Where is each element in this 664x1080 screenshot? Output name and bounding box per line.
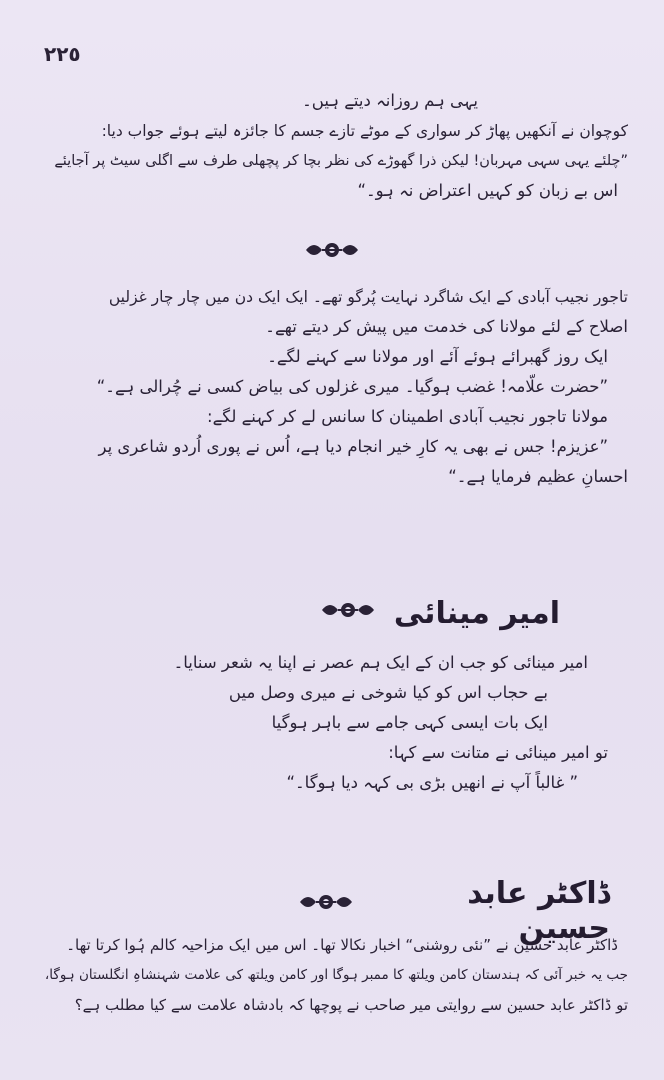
- fleuron-ornament: [302, 236, 362, 264]
- text-line: ایک روز گھبرائے ہوئے آئے اور مولانا سے کہنے لگے۔: [267, 347, 608, 366]
- text-line: اس بے زبان کو کہیں اعتراض نہ ہو۔“: [357, 181, 618, 200]
- text-line: تاجور نجیب آبادی کے ایک شاگرد نہایت پُرگو تھے۔ ایک ایک دن میں چار چار غزلیں: [108, 288, 628, 306]
- text-line: ڈاکٹر عابد حسین نے ”نئی روشنی“ اخبار نکالا تھا۔ اس میں ایک مزاحیہ کالم ہُوا کرتا تھا۔: [66, 936, 618, 954]
- page-number: ٢٢٥: [44, 42, 81, 66]
- paragraph-tajwar: [28, 282, 628, 492]
- text-line: تو ڈاکٹر عابد حسین سے روایتی میر صاحب نے پوچھا کہ بادشاہ علامت سے کیا مطلب ہے؟: [74, 996, 628, 1014]
- text-line: تو امیر مینائی نے متانت سے کہا:: [388, 743, 608, 762]
- verse-line: بے حجاب اس کو کیا شوخی نے میری وصل میں: [228, 683, 548, 702]
- fleuron-ornament: [296, 888, 356, 916]
- section-heading-ameer-minai: امیر مینائی: [393, 596, 560, 631]
- section-heading-abid-husain: ڈاکٹر عابد حسین: [467, 876, 610, 946]
- text-line: اصلاح کے لئے مولانا کی خدمت میں پیش کر دیتے تھے۔: [265, 317, 628, 336]
- text-line: یہی ہم روزانہ دیتے ہیں۔: [302, 91, 478, 110]
- text-line: ”حضرت علّامہ! غضب ہوگیا۔ میری غزلوں کی بیاض کسی نے چُرالی ہے۔“: [96, 377, 608, 396]
- text-line: احسانِ عظیم فرمایا ہے۔“: [448, 467, 628, 486]
- fleuron-icon: [296, 888, 356, 916]
- text-line: ”عزیزم! جس نے بھی یہ کارِ خیر انجام دیا ہے، اُس نے پوری اُردو شاعری پر: [98, 437, 608, 456]
- paragraph-abid-husain: [28, 930, 628, 1020]
- text-line: جب یہ خبر آئی کہ ہندستان کامن ویلتھ کا ممبر ہوگا اور کامن ویلتھ کی علامت شہنشاہِ انگلستان ہوگا،: [44, 967, 628, 983]
- text-line: ” غالباً آپ نے انھیں بڑی بی کہہ دیا ہوگا۔“: [286, 773, 578, 792]
- text-line: امیر مینائی کو جب ان کے ایک ہم عصر نے اپنا یہ شعر سنایا۔: [173, 653, 588, 672]
- fleuron-icon: [302, 236, 362, 264]
- fleuron-ornament: [318, 596, 378, 624]
- fleuron-icon: [318, 596, 378, 624]
- paragraph-ameer-minai: [28, 648, 628, 798]
- verse-line: ایک بات ایسی کہی جامے سے باہر ہوگیا: [271, 713, 548, 732]
- text-line: مولانا تاجور نجیب آبادی اطمینان کا سانس لے کر کہنے لگے:: [207, 407, 608, 426]
- text-line: ”چلئے یہی سہی مہربان! لیکن ذرا گھوڑے کی نظر بچا کر پچھلی طرف سے اگلی سیٹ پر آجایئے: [54, 153, 628, 169]
- text-line: کوچوان نے آنکھیں پھاڑ کر سواری کے موٹے تازے جسم کا جائزہ لیتے ہوئے جواب دیا:: [101, 122, 628, 140]
- paragraph-coachman: [28, 86, 628, 206]
